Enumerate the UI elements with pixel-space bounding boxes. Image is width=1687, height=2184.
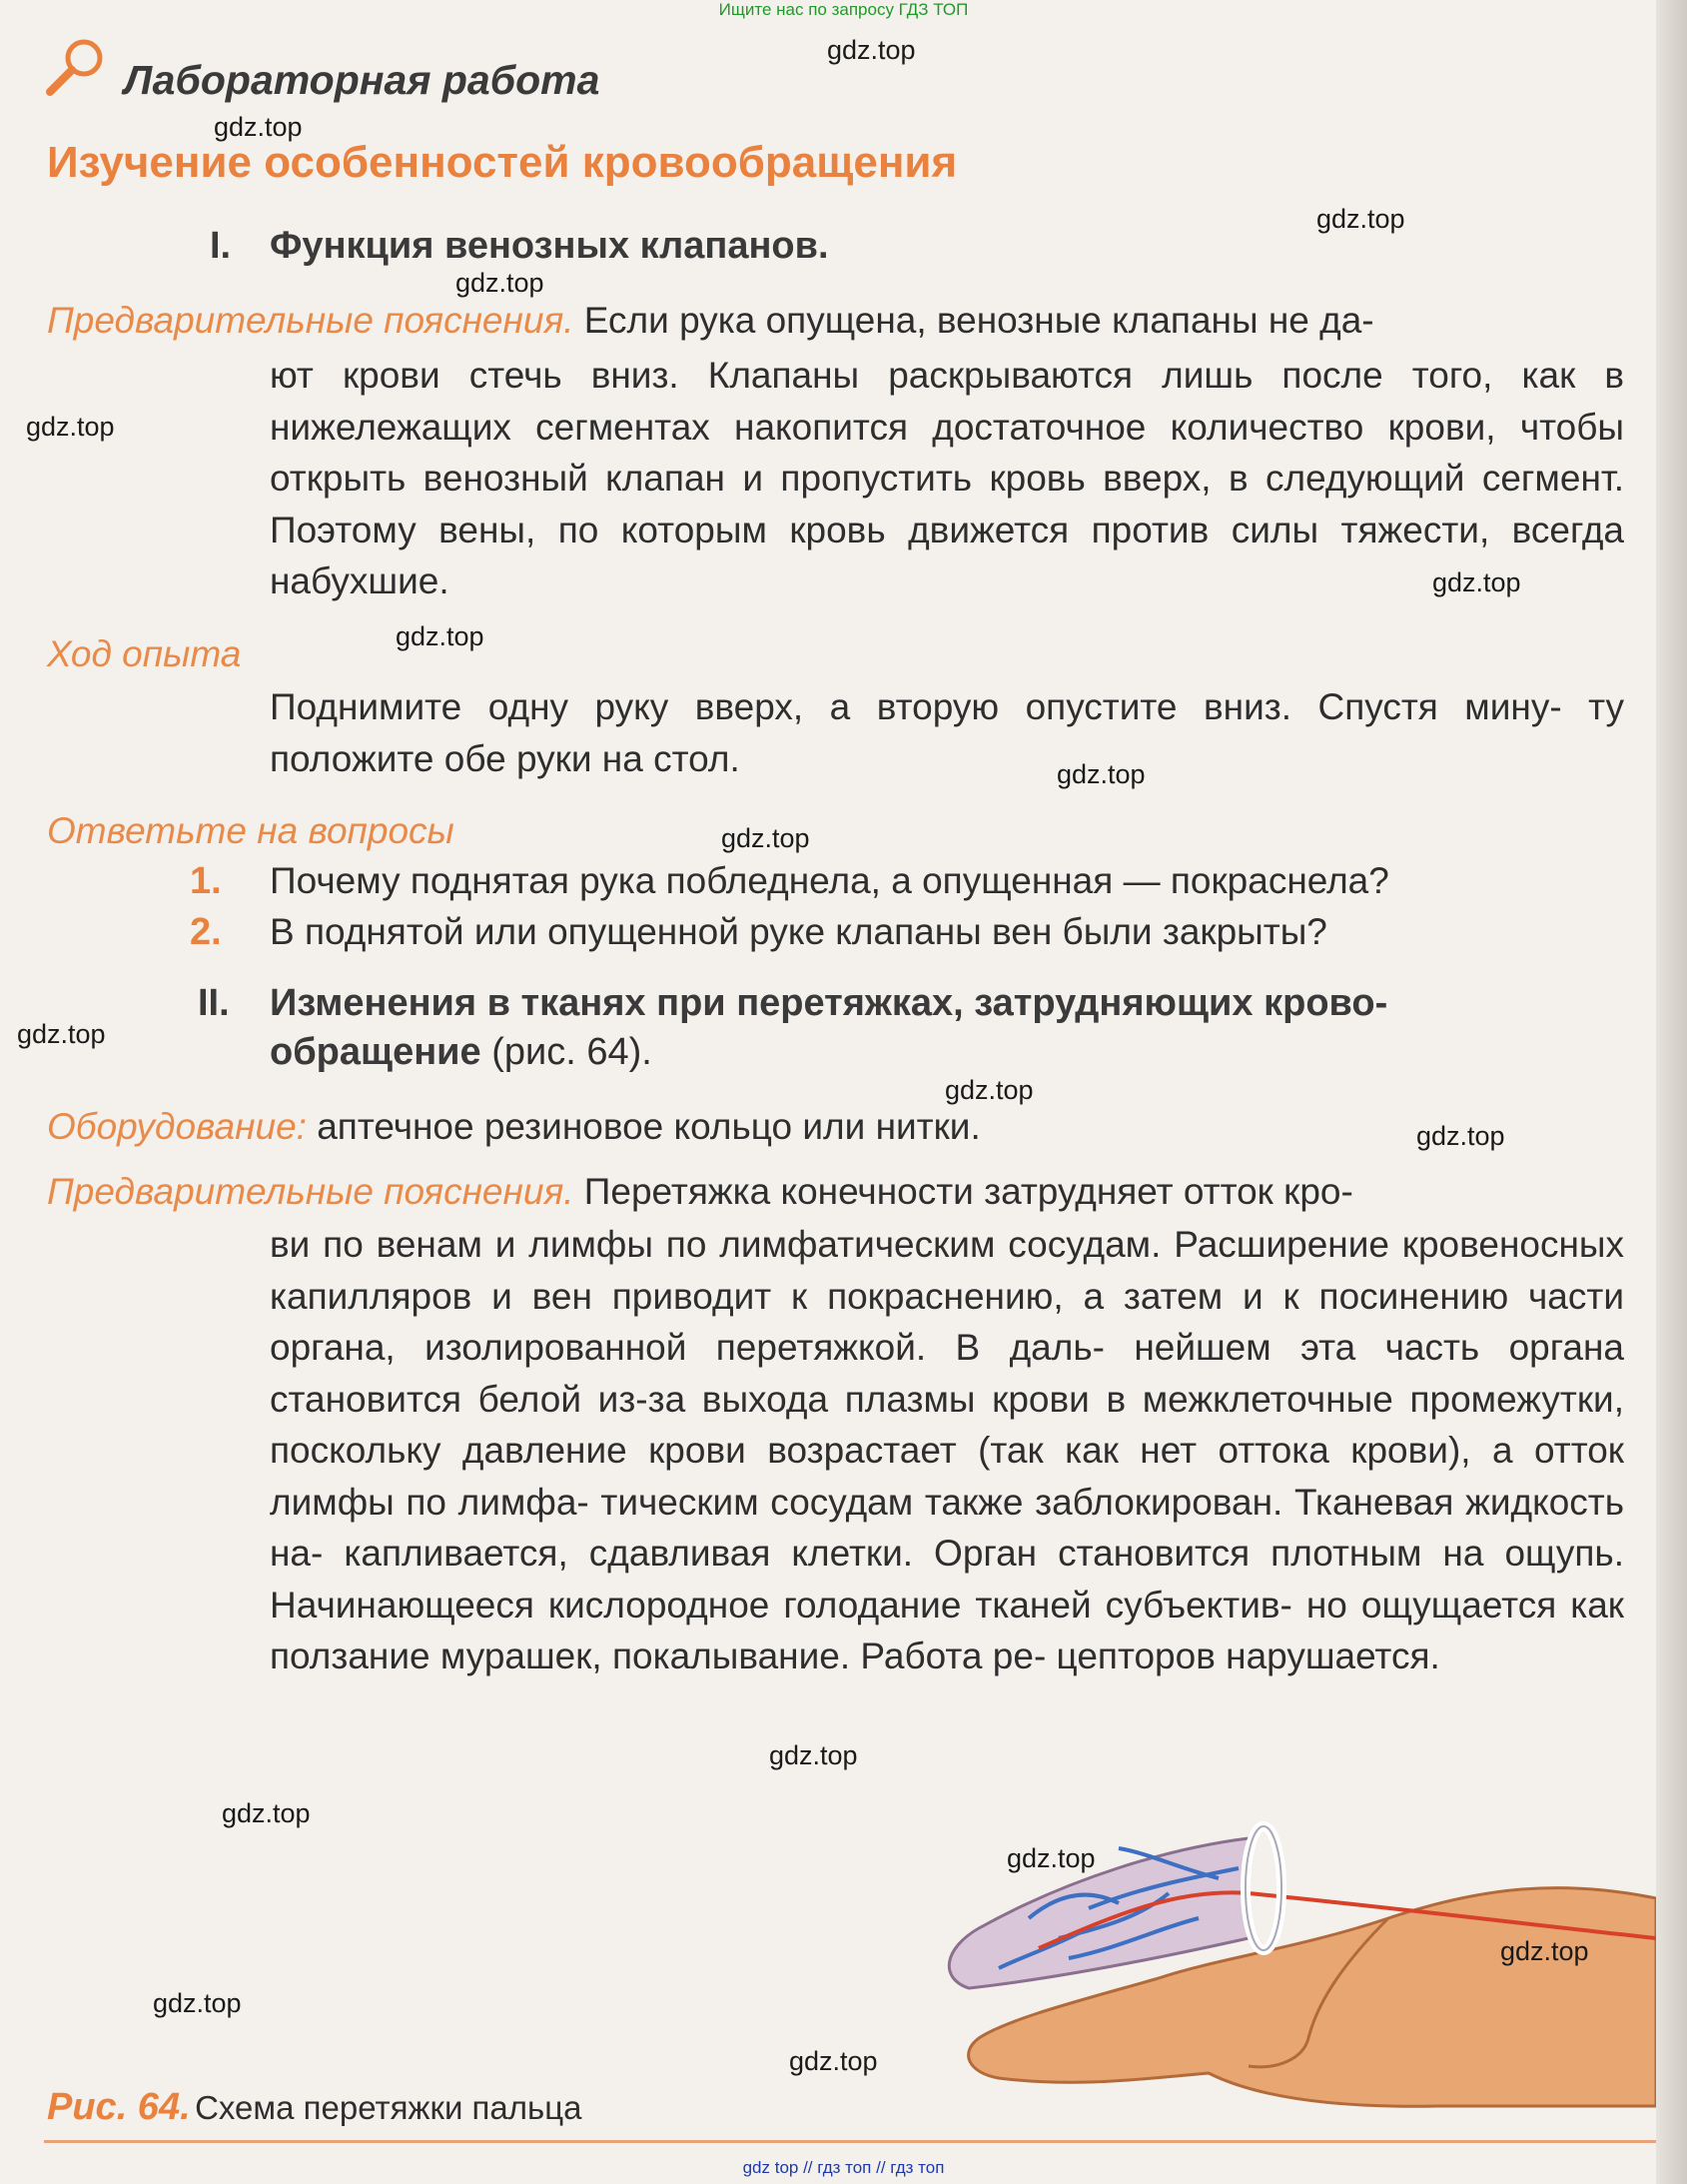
question-2-text: В поднятой или опущенной руке клапаны вен были закрыты? <box>270 911 1327 952</box>
section2-title-line1: Изменения в тканях при перетяжках, затрудняющих крово- <box>270 982 1388 1024</box>
question-1-text: Почему поднятая рука побледнела, а опущенная — покраснела? <box>270 860 1389 901</box>
watermark: gdz.top <box>455 268 544 298</box>
section1-course-text: Поднимите одну руку вверх, а вторую опустите вниз. Спустя мину- ту положите обе руки на стол. <box>270 686 1624 779</box>
watermark: gdz.top <box>17 1019 106 1049</box>
section1-expl-first: Если рука опущена, венозные клапаны не да- <box>583 300 1374 341</box>
watermark: gdz.top <box>789 2046 878 2076</box>
magnifier-icon <box>44 36 110 98</box>
lab-title: Лабораторная работа <box>124 57 600 103</box>
figure-caption-text: Схема перетяжки пальца <box>195 2089 582 2126</box>
section2-expl-text: ви по венам и лимфы по лимфатическим сосудам. Расширение кровеносных капилляров и вен приводит к покраснению, а затем и к посинению части органа, изолированной перетяжкой. В даль- нейшем эта часть органа становится белой из-за выхода плазмы крови в межклеточные промежутки, поскольку давление крови возрастает (так как нет оттока крови), а отток лимфы по лимфа- тическим сосудам также заблокирован. Тканевая жидкость на- капливается, сдавливая клетки. Орган становится плотным на ощупь. Начинающееся кислородное голодание тканей субъектив- но ощущается как ползание мурашек, покалывание. Работа ре- цепторов нарушается. <box>270 1224 1624 1676</box>
section2-expl-first: Перетяжка конечности затрудняет отток кро- <box>583 1171 1353 1212</box>
section2-title-line2 <box>270 1031 652 1074</box>
figure-caption <box>47 2086 581 2129</box>
section2-equip-text: аптечное резиновое кольцо или нитки. <box>317 1106 981 1147</box>
bottom-rule <box>44 2140 1677 2143</box>
watermark: gdz.top <box>721 823 810 853</box>
watermark: gdz.top <box>769 1740 858 1770</box>
section1-title: Функция венозных клапанов. <box>270 225 829 267</box>
section2-expl-line1 <box>47 1171 1625 1213</box>
page-edge-shadow <box>1656 0 1687 2184</box>
bottom-note[interactable]: gdz top // гдз топ // гдз топ <box>742 2158 945 2177</box>
watermark: gdz.top <box>1500 1936 1589 1966</box>
watermark: gdz.top <box>1007 1843 1096 1873</box>
section1-course-label: Ход опыта <box>47 633 242 674</box>
question-1-number: 1. <box>190 860 222 902</box>
section2-roman: II. <box>198 982 230 1024</box>
main-title: Изучение особенностей кровообращения <box>47 138 958 187</box>
section2-title-bold: обращение <box>270 1031 481 1073</box>
watermark: gdz.top <box>153 1988 242 2018</box>
figure-label: Рис. 64. <box>47 2086 191 2128</box>
section1-roman: I. <box>210 225 232 267</box>
watermark: gdz.top <box>945 1075 1034 1105</box>
section1-expl-line1 <box>47 300 1625 342</box>
section2-equipment <box>47 1106 981 1148</box>
section2-equip-label: Оборудование: <box>47 1106 307 1147</box>
top-note[interactable]: Ищите нас по запросу ГДЗ ТОП <box>718 0 969 19</box>
section1-expl-text: ют крови стечь вниз. Клапаны раскрываются лишь после того, как в нижележащих сегментах накопится достаточное количество крови, чтобы открыть венозный клапан и пропустить кровь вверх, в следующий сегмент. Поэтому вены, по которым кровь движется против силы тяжести, всегда набухшие. <box>270 355 1624 601</box>
watermark: gdz.top <box>26 412 115 442</box>
watermark: gdz.top <box>214 112 303 142</box>
section2-title-ref: (рис. 64). <box>480 1031 652 1073</box>
watermark: gdz.top <box>1416 1121 1505 1151</box>
section1-questions-label: Ответьте на вопросы <box>47 810 454 851</box>
watermark: gdz.top <box>1057 759 1146 789</box>
watermark: gdz.top <box>1432 567 1521 597</box>
question-2-number: 2. <box>190 911 222 953</box>
watermark: gdz.top <box>222 1798 311 1828</box>
watermark: gdz.top <box>1316 204 1405 234</box>
watermark: gdz.top <box>396 621 484 651</box>
watermark: gdz.top <box>827 35 916 65</box>
section2-expl-label: Предварительные пояснения. <box>47 1171 574 1212</box>
section1-expl-label: Предварительные пояснения. <box>47 300 574 341</box>
